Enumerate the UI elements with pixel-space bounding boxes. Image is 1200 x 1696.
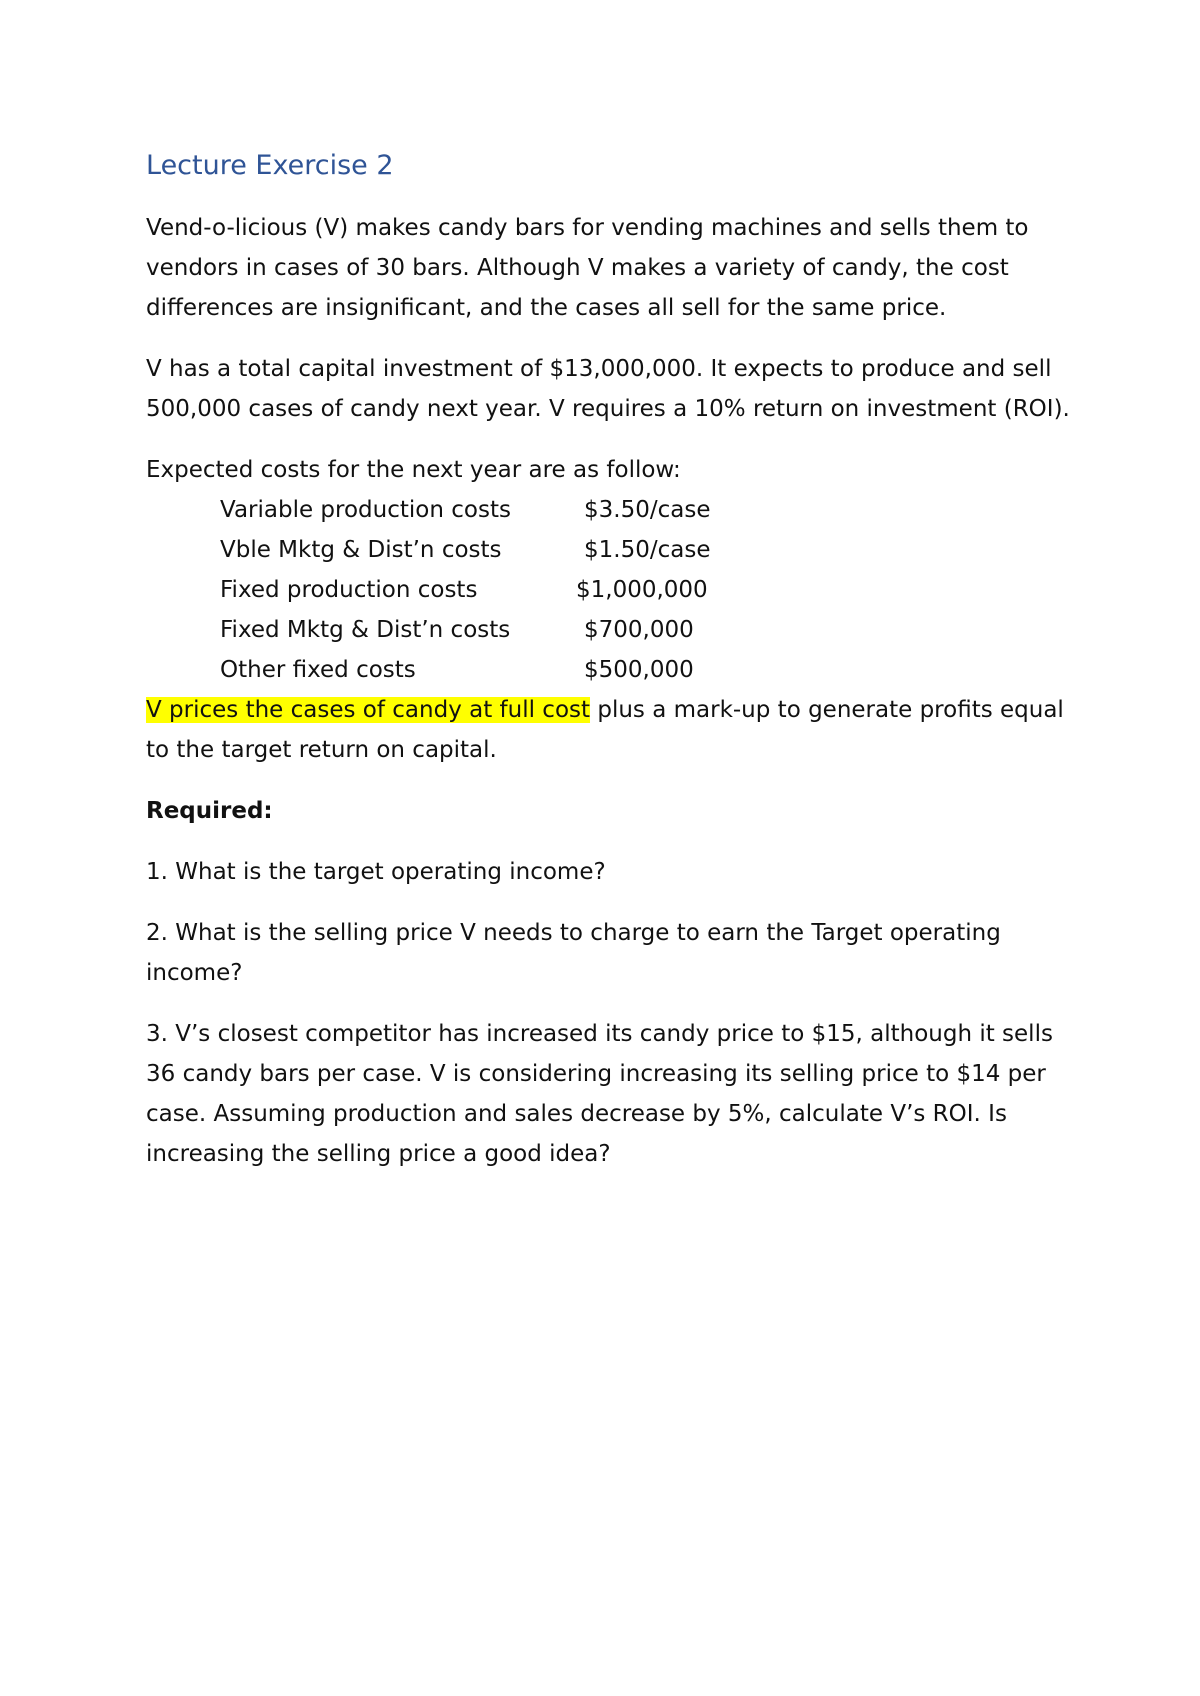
cost-row — [220, 610, 710, 650]
document-body — [146, 146, 1086, 1195]
cost-amount: $1.50/case — [584, 537, 711, 563]
investment-paragraph: V has a total capital investment of $13,000,000. It expects to produce and sell 500,000 cases of candy next year. V requires a 10% return on investment (ROI). — [146, 356, 1070, 422]
question-2: 2. What is the selling price V needs to charge to earn the Target operating income? — [146, 920, 1001, 986]
cost-amount: $700,000 — [584, 617, 694, 643]
intro-paragraph: Vend-o-licious (V) makes candy bars for vending machines and sells them to vendors in cases of 30 bars. Although V makes a variety of candy, the cost differences are insignificant, and the cases all sell for the same price. — [146, 215, 1029, 321]
cost-label: Vble Mktg & Dist’n costs — [220, 537, 502, 563]
question-1: 1. What is the target operating income? — [146, 859, 606, 885]
cost-label: Other fixed costs — [220, 657, 416, 683]
required-heading: Required: — [146, 798, 273, 824]
page-title: Lecture Exercise 2 — [146, 150, 394, 181]
cost-table — [220, 490, 710, 690]
cost-amount: $3.50/case — [584, 497, 711, 523]
highlighted-text: V prices the cases of candy at full cost — [146, 697, 591, 723]
cost-row — [220, 490, 710, 530]
cost-label: Fixed Mktg & Dist’n costs — [220, 617, 511, 643]
cost-amount: $1,000,000 — [576, 577, 708, 603]
cost-label: Fixed production costs — [220, 577, 478, 603]
costs-intro: Expected costs for the next year are as follow: — [146, 457, 681, 483]
pricing-paragraph — [146, 690, 1086, 770]
cost-row — [220, 570, 710, 610]
cost-label: Variable production costs — [220, 497, 511, 523]
pricing-text: plus a mark-up to generate profits equal to the target return on capital. — [146, 697, 1064, 763]
question-3: 3. V’s closest competitor has increased its candy price to $15, although it sells 36 candy bars per case. V is considering increasing its selling price to $14 per case. Assuming production and sales decrease by 5%, calculate V’s ROI. Is increasing the selling price a good idea? — [146, 1021, 1053, 1167]
cost-amount: $500,000 — [584, 657, 694, 683]
cost-row — [220, 650, 710, 690]
cost-row — [220, 530, 710, 570]
